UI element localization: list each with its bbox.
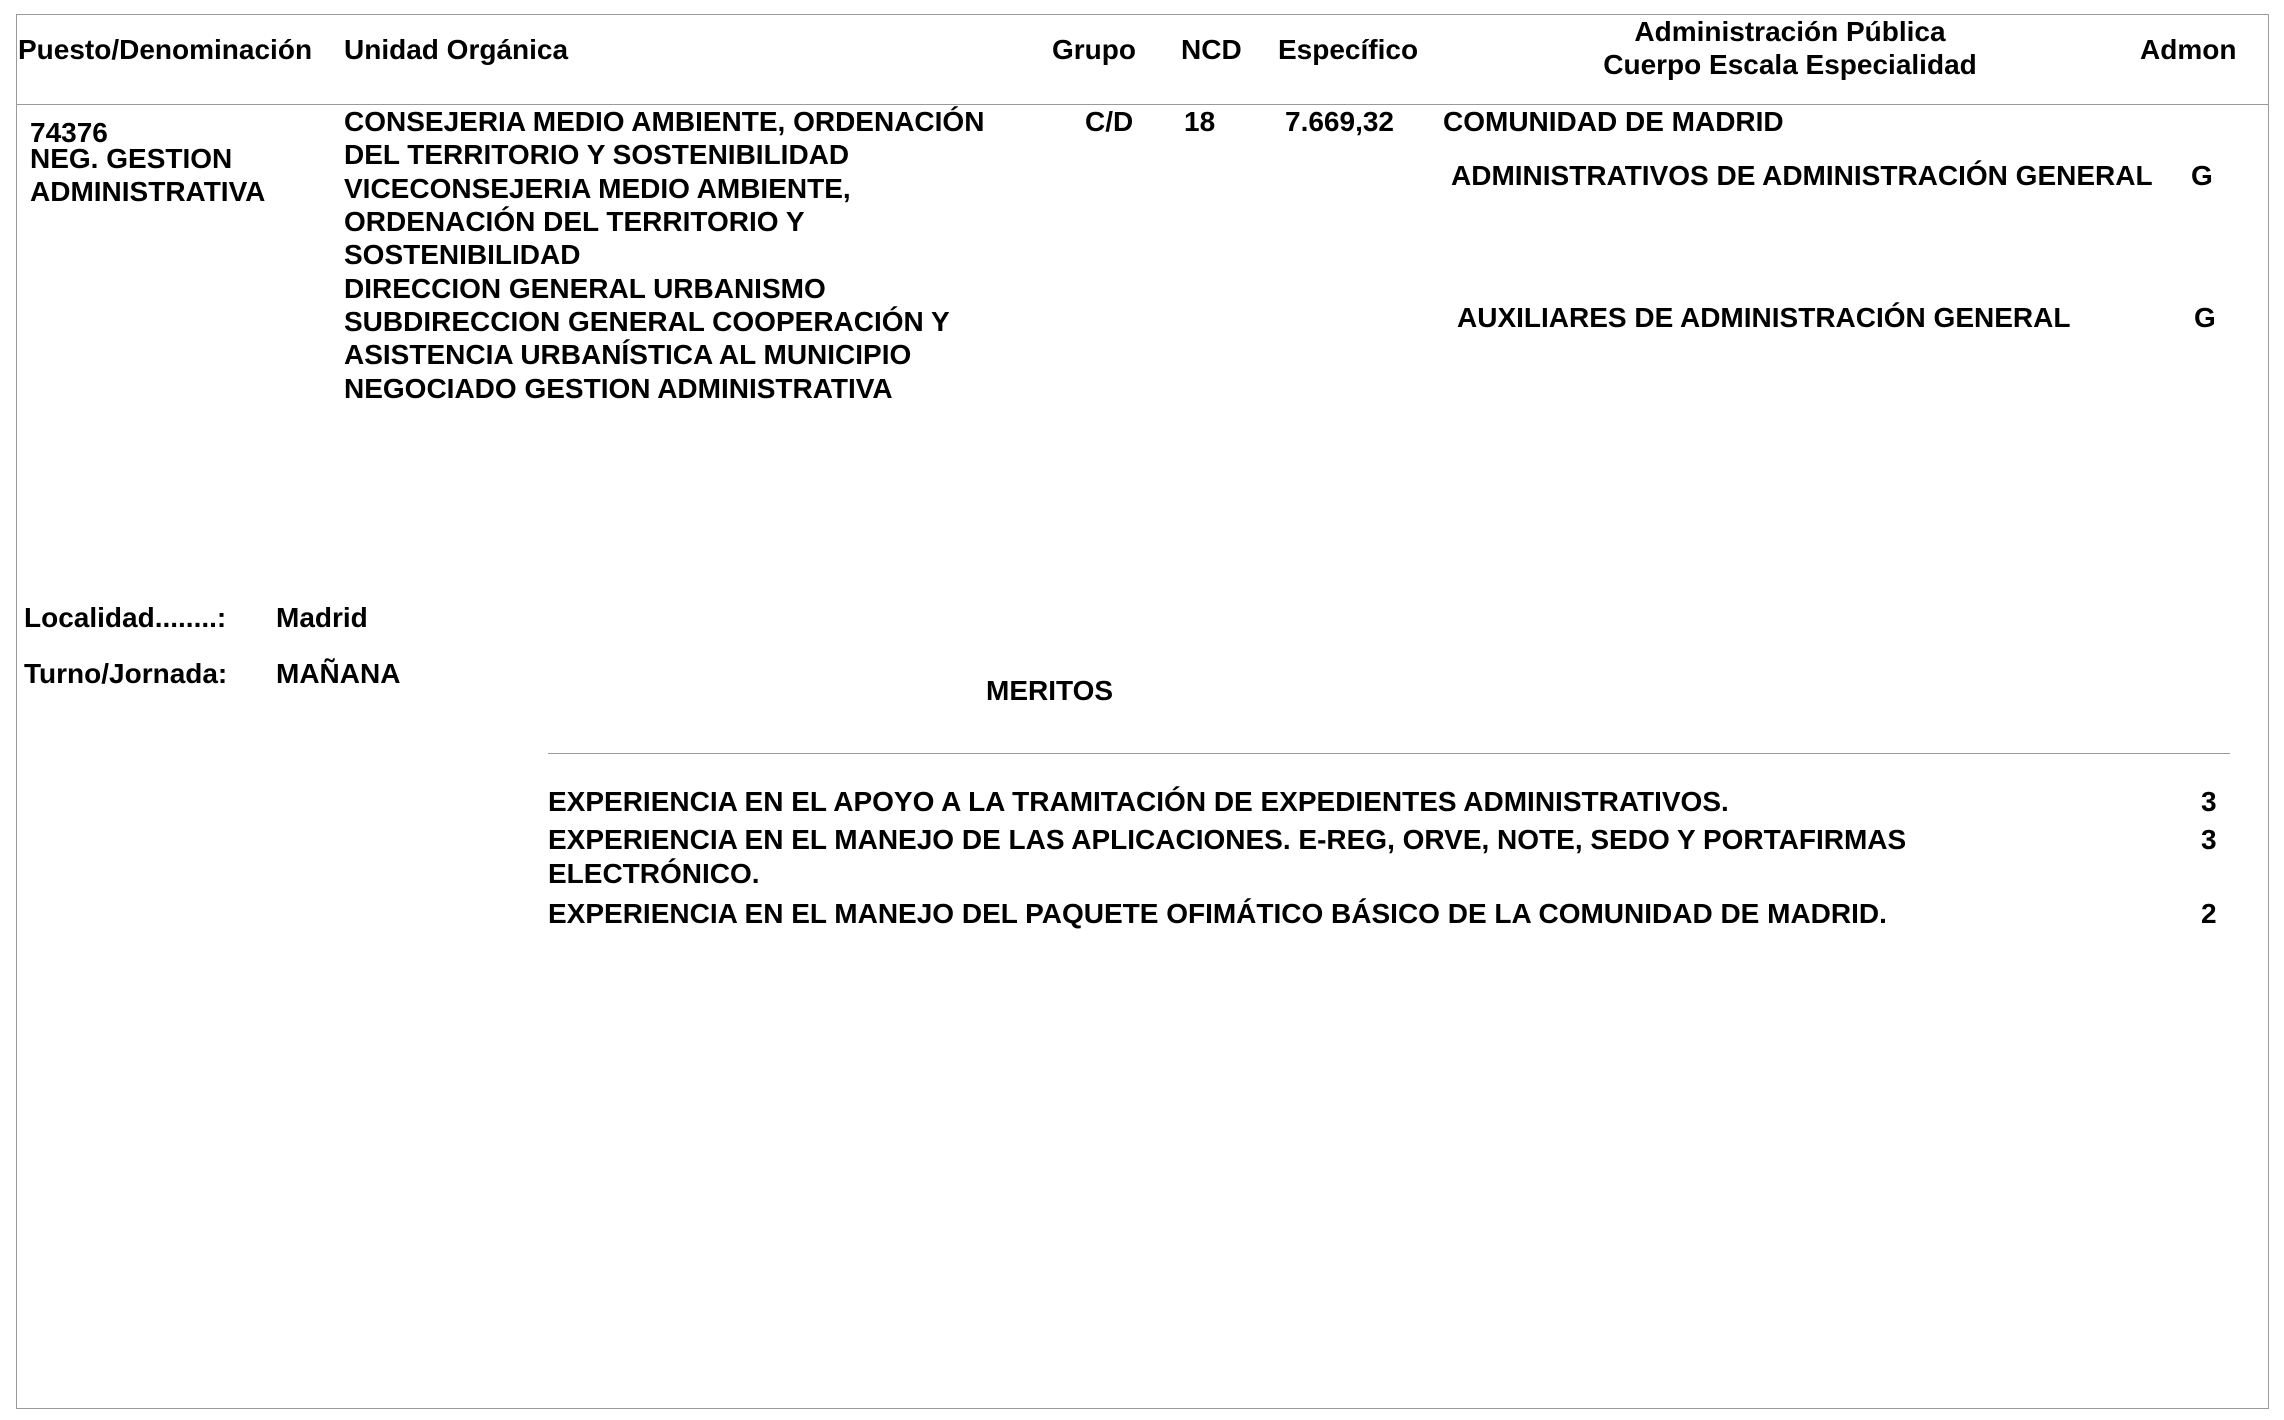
unidad-line: SUBDIRECCION GENERAL COOPERACIÓN Y — [344, 306, 950, 337]
unidad-line: DIRECCION GENERAL URBANISMO — [344, 273, 826, 304]
meritos-title: MERITOS — [986, 675, 1114, 706]
cuerpo-admon: G — [2191, 160, 2213, 191]
unidad-line: ASISTENCIA URBANÍSTICA AL MUNICIPIO — [344, 339, 912, 370]
position-grupo: C/D — [1085, 106, 1134, 137]
header-especifico: Específico — [1278, 34, 1419, 65]
cuerpo-name: ADMINISTRATIVOS DE ADMINISTRACIÓN GENERAL — [1451, 160, 2153, 191]
localidad-label: Localidad........: — [24, 602, 227, 633]
unidad-line: DEL TERRITORIO Y SOSTENIBILIDAD — [344, 139, 850, 170]
merito-text: EXPERIENCIA EN EL MANEJO DEL PAQUETE OFIMÁTICO BÁSICO DE LA COMUNIDAD DE MADRID. — [548, 898, 1887, 929]
merito-text: EXPERIENCIA EN EL APOYO A LA TRAMITACIÓN DE EXPEDIENTES ADMINISTRATIVOS. — [548, 786, 1729, 817]
unidad-line: ORDENACIÓN DEL TERRITORIO Y — [344, 206, 805, 237]
cuerpo-admon: G — [2194, 302, 2216, 333]
header-puesto: Puesto/Denominación — [18, 34, 313, 65]
unidad-line: NEGOCIADO GESTION ADMINISTRATIVA — [344, 373, 893, 404]
merito-text: ELECTRÓNICO. — [548, 858, 760, 889]
header-administracion: Administración Pública — [1634, 16, 1946, 47]
turno-label: Turno/Jornada: — [24, 658, 228, 689]
localidad-value: Madrid — [276, 602, 368, 633]
position-code: 74376 — [30, 117, 108, 148]
merito-points: 2 — [2201, 898, 2217, 929]
unidad-line: SOSTENIBILIDAD — [344, 239, 581, 270]
position-ncd: 18 — [1184, 106, 1216, 137]
cuerpo-name: AUXILIARES DE ADMINISTRACIÓN GENERAL — [1457, 302, 2071, 333]
position-name-line: NEG. GESTION — [30, 143, 233, 174]
meritos-divider — [548, 753, 2230, 754]
turno-value: MAÑANA — [276, 658, 401, 689]
merito-points: 3 — [2201, 786, 2217, 817]
header-unidad: Unidad Orgánica — [344, 34, 569, 65]
unidad-line: VICECONSEJERIA MEDIO AMBIENTE, — [344, 173, 851, 204]
header-admon: Admon — [2140, 34, 2237, 65]
header-ncd: NCD — [1181, 34, 1242, 65]
position-name-line: ADMINISTRATIVA — [30, 176, 266, 207]
header-grupo: Grupo — [1052, 34, 1136, 65]
position-administracion: COMUNIDAD DE MADRID — [1443, 106, 1784, 137]
header-cuerpo-escala: Cuerpo Escala Especialidad — [1603, 49, 1977, 80]
merito-text: EXPERIENCIA EN EL MANEJO DE LAS APLICACIONES. E-REG, ORVE, NOTE, SEDO Y PORTAFIRMAS — [548, 824, 1907, 855]
position-especifico: 7.669,32 — [1285, 106, 1394, 137]
merito-points: 3 — [2201, 824, 2217, 855]
unidad-line: CONSEJERIA MEDIO AMBIENTE, ORDENACIÓN — [344, 106, 985, 137]
